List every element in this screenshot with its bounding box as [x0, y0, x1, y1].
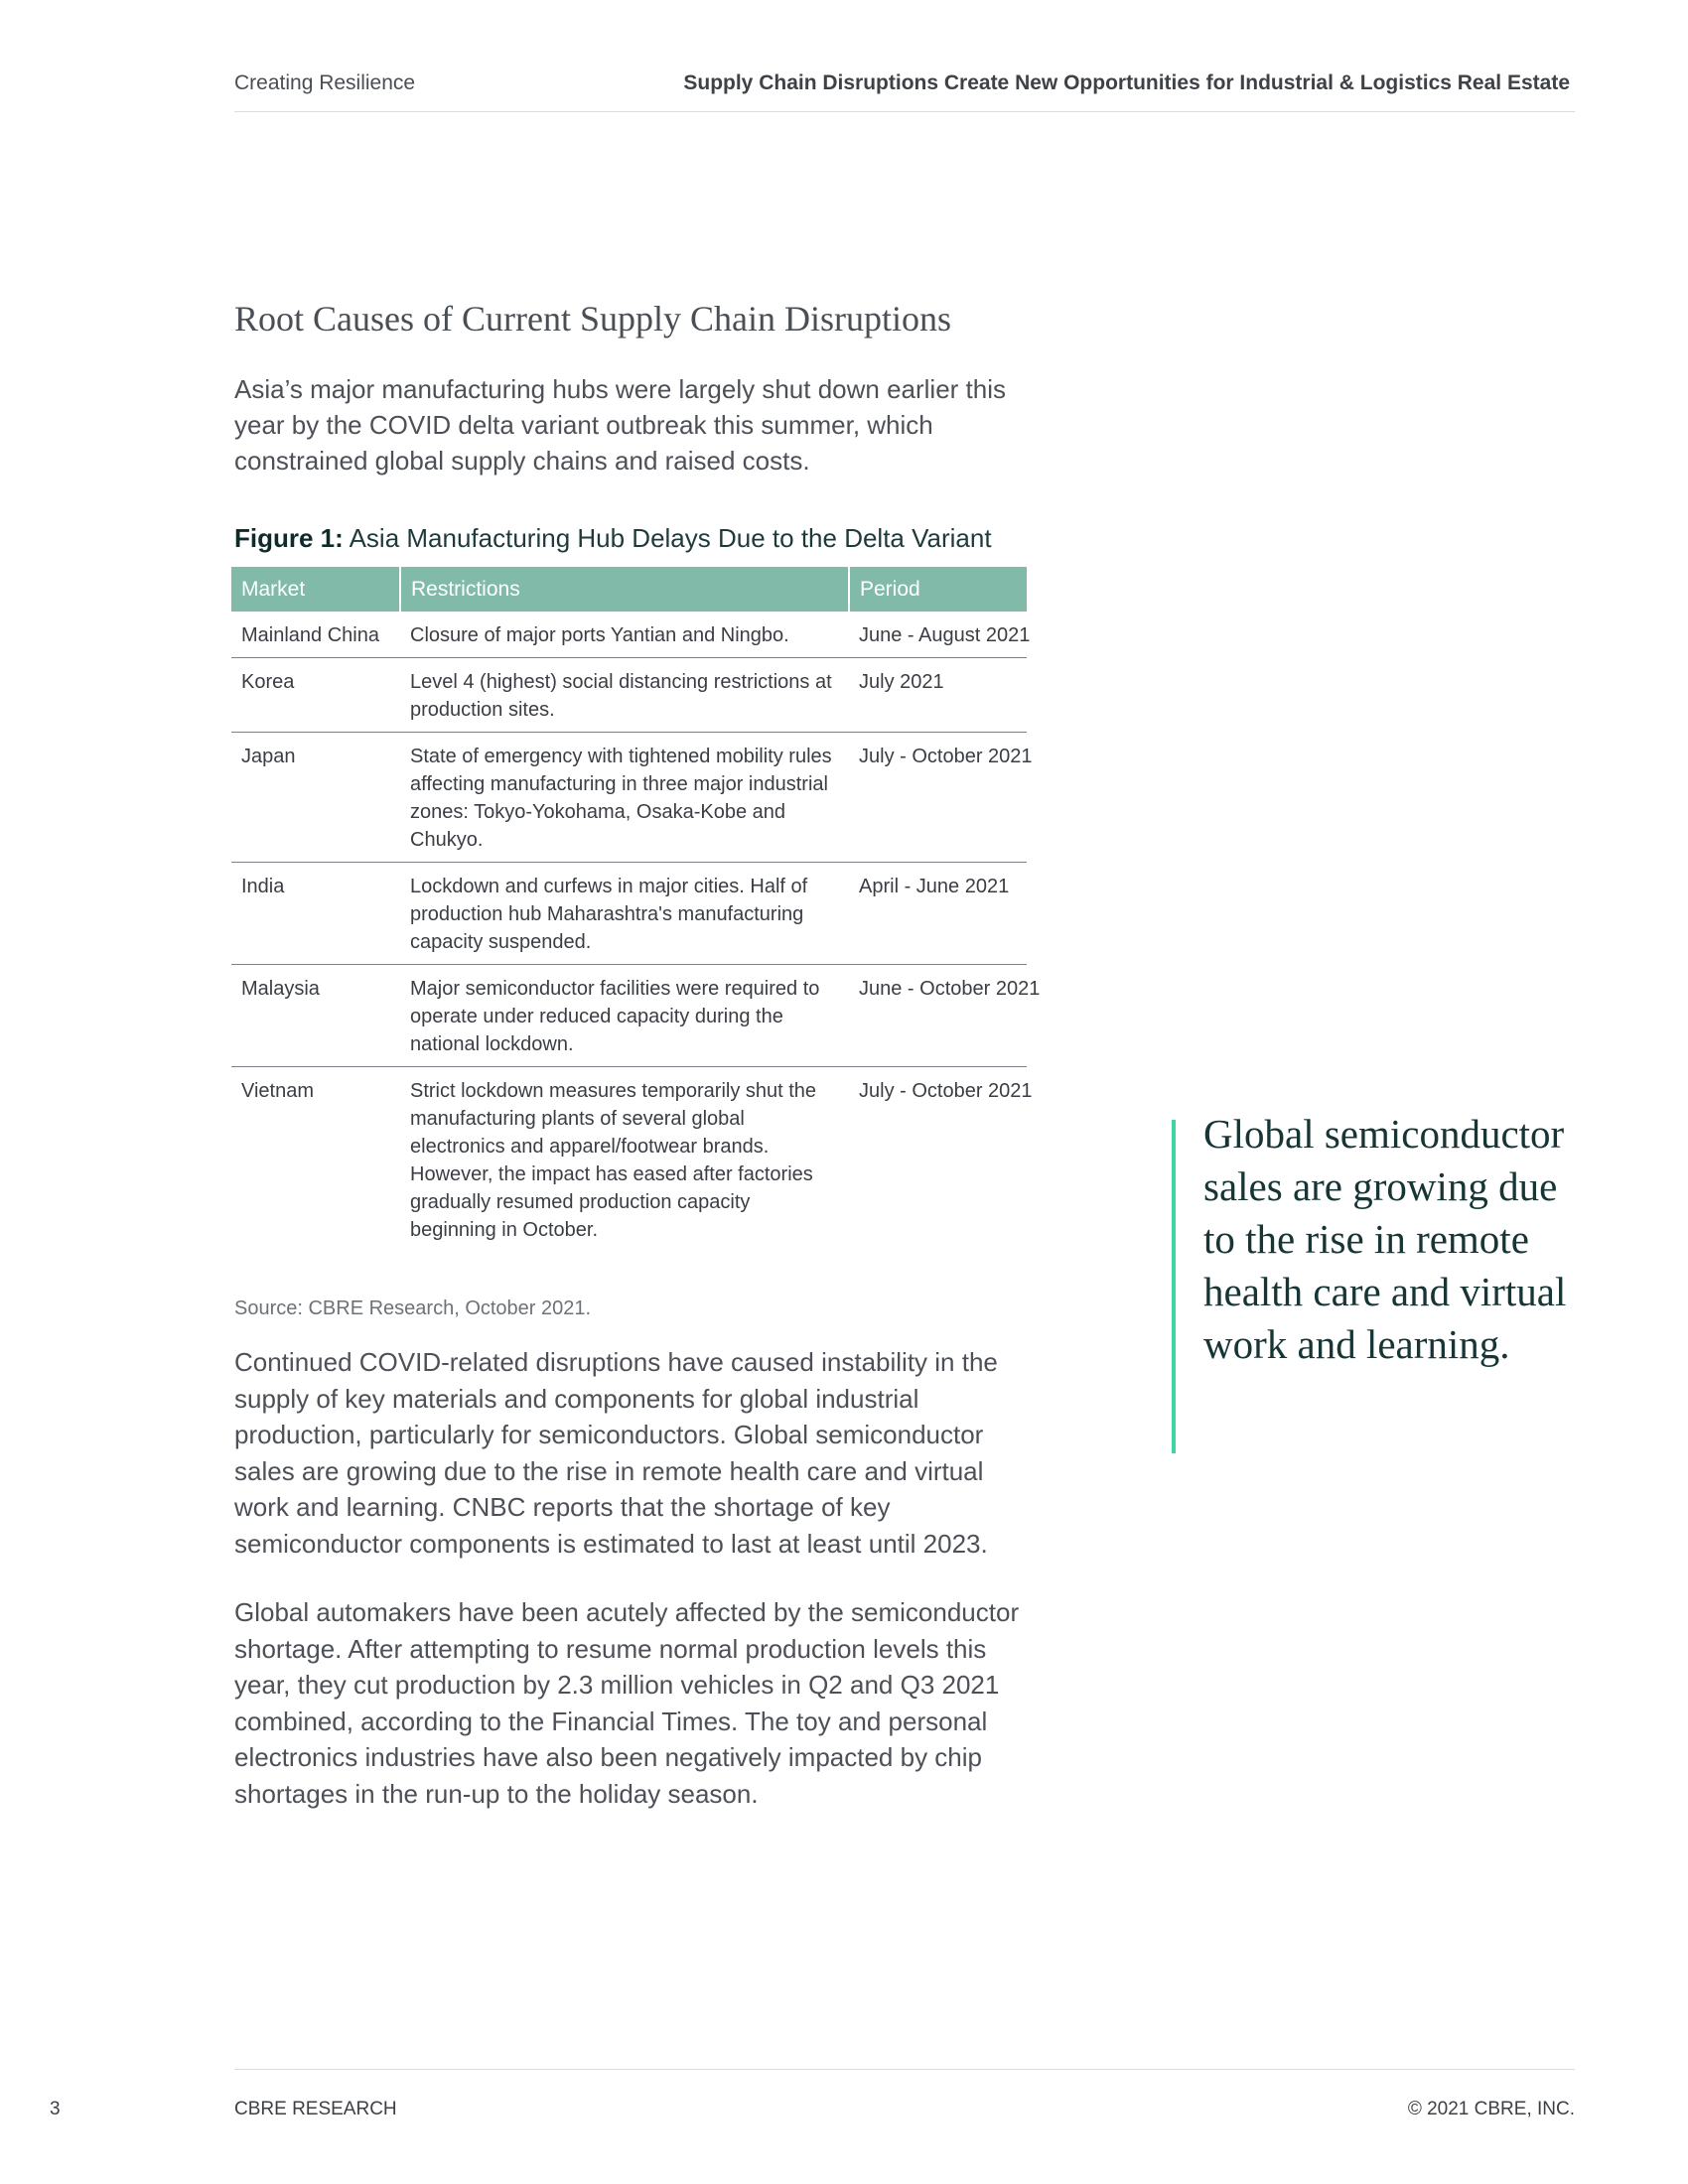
footer-divider — [234, 2069, 1575, 2070]
header-section-label: Creating Resilience — [234, 71, 416, 94]
market-cell: Malaysia — [231, 965, 400, 1067]
page-number: 3 — [50, 2099, 61, 2119]
footer-publisher: CBRE RESEARCH — [234, 2099, 397, 2119]
market-cell: Japan — [231, 733, 400, 863]
page-header — [234, 69, 1575, 112]
column-header-restrictions: Restrictions — [400, 567, 849, 612]
market-cell: Mainland China — [231, 612, 400, 658]
period-cell: April - June 2021 — [849, 863, 1027, 965]
footer-copyright: © 2021 CBRE, INC. — [1407, 2099, 1575, 2119]
figure-title: Asia Manufacturing Hub Delays Due to the Delta Variant — [349, 523, 992, 553]
pullquote-accent-bar — [1172, 1120, 1176, 1453]
restrictions-cell: Lockdown and curfews in major cities. Half of production hub Maharashtra's manufacturing capacity suspended. — [400, 863, 849, 965]
period-cell: June - October 2021 — [849, 965, 1027, 1067]
restrictions-cell: Level 4 (highest) social distancing restrictions at production sites. — [400, 658, 849, 733]
section-title: Root Causes of Current Supply Chain Disruptions — [234, 299, 951, 339]
header-report-title: Supply Chain Disruptions Create New Opportunities for Industrial & Logistics Real Estate — [683, 71, 1570, 94]
delays-table — [231, 567, 1041, 1252]
figure-label: Figure 1: — [234, 523, 344, 553]
period-cell: July - October 2021 — [859, 1080, 1033, 1102]
figure-source: Source: CBRE Research, October 2021. — [234, 1297, 592, 1319]
market-cell: Korea — [231, 658, 400, 733]
table-row — [231, 965, 1027, 1067]
restrictions-cell: State of emergency with tightened mobility rules affecting manufacturing in three major industrial zones: Tokyo-Yokohama, Osaka-Kobe and Chukyo. — [400, 733, 849, 863]
body-paragraph-semiconductors: Continued COVID-related disruptions have caused instability in the supply of key materials and components for global industrial production, particularly for semiconductors. Global semiconductor sales are growing due to the rise in remote health care and virtual work and learning. CNBC reports that the shortage of key semiconductor components is estimated to last at least until 2023. — [234, 1347, 998, 1559]
market-cell: Vietnam — [241, 1080, 315, 1102]
table-row — [231, 658, 1027, 733]
restrictions-cell: Closure of major ports Yantian and Ningbo. — [400, 612, 849, 658]
period-cell: July - October 2021 — [849, 733, 1027, 863]
table-header-row — [231, 567, 1027, 612]
restrictions-cell: Strict lockdown measures temporarily shut the manufacturing plants of several global electronics and apparel/footwear brands. However, the impact has eased after factories gradually resumed production capacity beginning in October. — [410, 1080, 817, 1241]
period-cell: June - August 2021 — [849, 612, 1027, 658]
column-header-period: Period — [849, 567, 1027, 612]
restrictions-cell: Major semiconductor facilities were required to operate under reduced capacity during the national lockdown. — [400, 965, 849, 1067]
market-cell: India — [231, 863, 400, 965]
table-row — [231, 1067, 1027, 1253]
body-paragraph-automakers: Global automakers have been acutely affected by the semiconductor shortage. After attempting to resume normal production levels this year, they cut production by 2.3 million vehicles in Q2 and Q3 2021 combined, according to the Financial Times. The toy and personal electronics industries have also been negatively impacted by chip shortages in the run-up to the holiday season. — [234, 1597, 1020, 1809]
figure-caption — [234, 520, 1039, 556]
table-row — [231, 733, 1027, 863]
pullquote: Global semiconductor sales are growing due to the rise in remote health care and virtual work and learning. — [1203, 1111, 1567, 1367]
table-row — [231, 863, 1027, 965]
table-row — [231, 612, 1027, 658]
intro-paragraph: Asia’s major manufacturing hubs were largely shut down earlier this year by the COVID delta variant outbreak this summer, which constrained global supply chains and raised costs. — [234, 374, 1007, 476]
column-header-market: Market — [231, 567, 400, 612]
period-cell: July 2021 — [849, 658, 1027, 733]
